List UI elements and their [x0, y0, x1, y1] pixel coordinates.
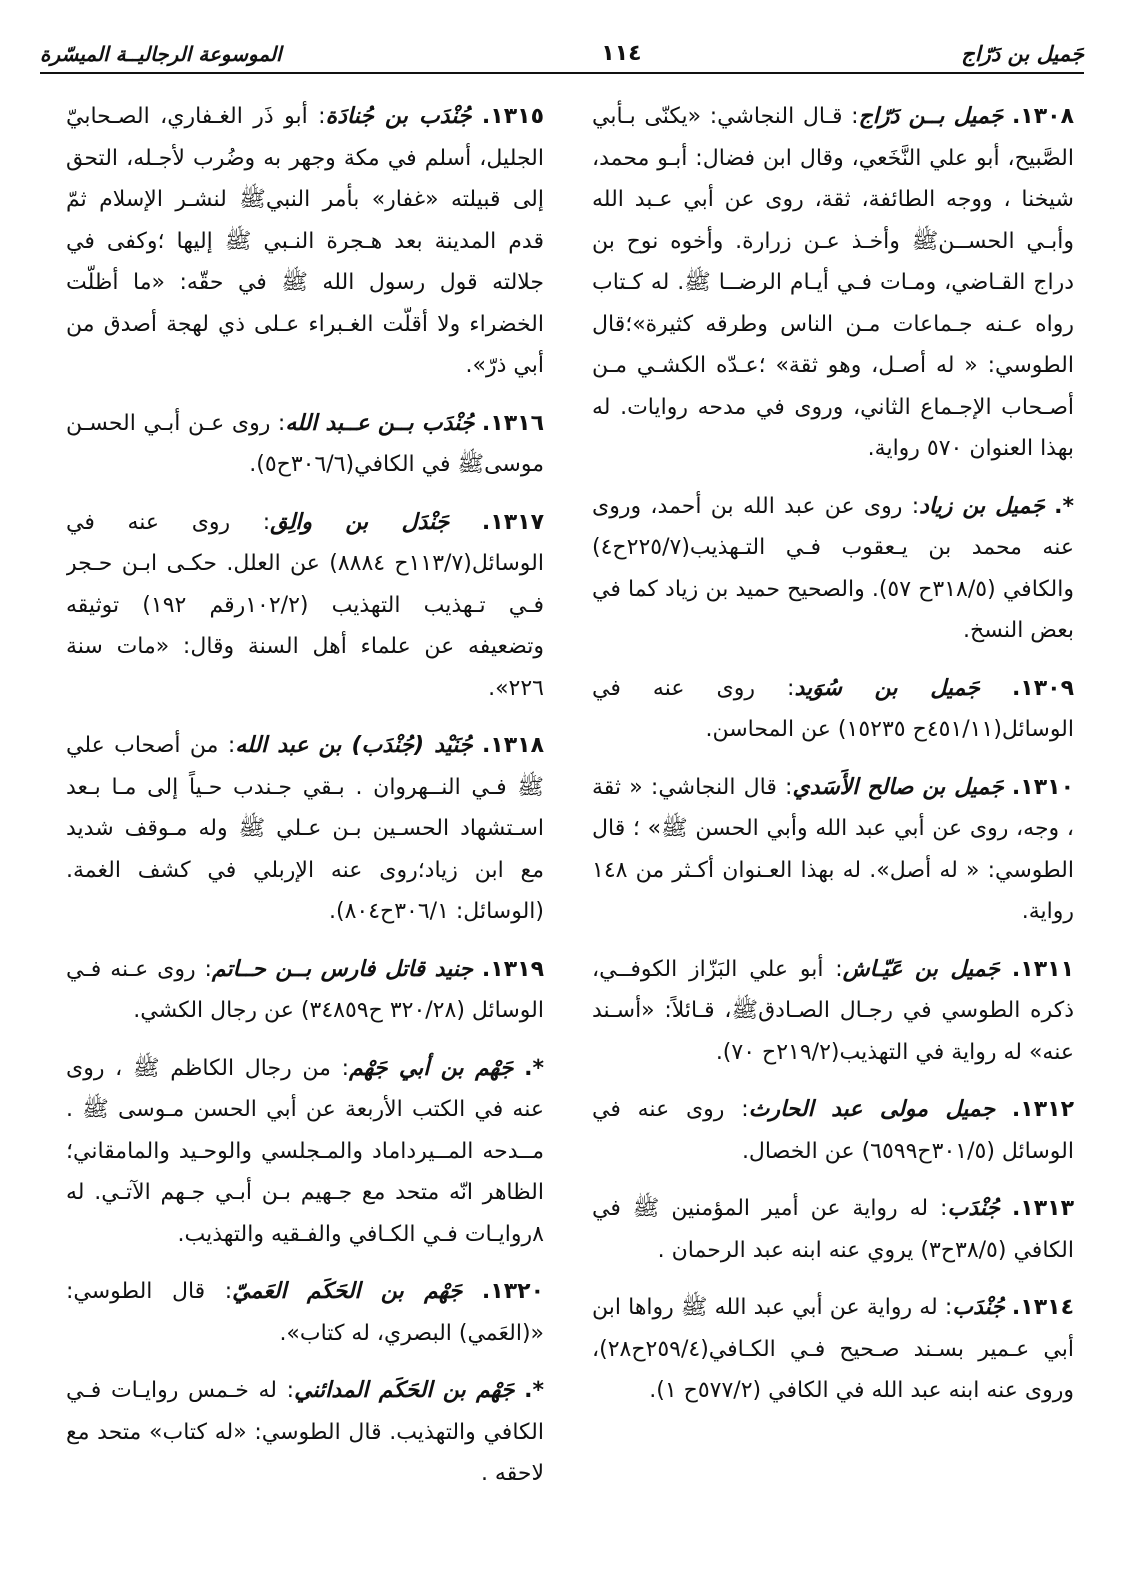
entry-number: ١٣١٥.	[481, 104, 544, 129]
biography-entry	[592, 1287, 1074, 1412]
entry-name: جنيد قاتل فارس بــن حــاتم	[211, 956, 474, 982]
entry-number: ١٣٢٠.	[481, 1279, 544, 1304]
page-header	[40, 18, 1084, 74]
biography-entry	[66, 502, 544, 710]
entry-name: جَهْم بن الحَكَم العَميّ	[232, 1279, 463, 1304]
entry-text: : قال النجاشي: « ثقة ، وجه، روى عن أبي عبد الله وأبي الحسن ﷺ» ؛ قال الطوسي: « له أصل». له بهذا العـنوان أكـثر من ١٤٨ رواية.	[592, 774, 1074, 924]
entry-text: : له رواية عن أمير المؤمنين ﷺ في الكافي (٣٨/٥ح٣) يروي عنه ابنه عبد الرحمان .	[592, 1196, 1074, 1263]
biography-entry	[66, 1048, 544, 1256]
entry-number: *.	[524, 1055, 544, 1081]
entry-name: جَهْم بن أبي جَهْم	[349, 1055, 514, 1081]
entry-name: جَميل بــن دَرّاج	[858, 104, 1004, 129]
entry-number: ١٣١٤.	[1011, 1295, 1074, 1320]
biography-entry	[66, 403, 544, 486]
entry-number: ١٣١٧.	[481, 509, 544, 535]
biography-entry	[592, 96, 1074, 470]
biography-entry	[66, 1370, 544, 1495]
biography-entry	[592, 767, 1074, 933]
entry-name: جُنَيْد (جُنْدَب) بن عبد الله	[235, 733, 473, 758]
biography-entry	[592, 1188, 1074, 1271]
entry-text: : روى عن عبد الله بن أحمد، وروى عنه محمد بن يـعقوب فـي التـهذيب(٢٢٥/٧ح٤) والكافي (٣١٨/٥ح ٥٧). والصحيح حميد بن زياد كما في بعض النسخ.	[592, 493, 1074, 643]
entry-text: : من أصحاب علي ﷺ فـي النــهروان . بـقي جـندب حـياً إلى مـا بـعد اسـتشهاد الحسـين بـن عـلي ﷺ وله مـوقف شديد مع ابن زياد؛روى عنه الإربلي في كشف الغمة.(الوسائل: ٣٠٦/١ح٨٠٤).	[66, 733, 544, 924]
right-column	[592, 96, 1074, 1558]
entry-text: : من رجال الكاظم ﷺ ، روى عنه في الكتب الأربعة عن أبي الحسن مـوسى ﷺ . مــدحه المــيرداماد والمـجلسي والوحـيد والمامقاني؛الظاهر انّه متحد مع جـهيم بـن أبـي جـهم الآتـي. له ٨روايـات فـي الكـافي والفـقيه والتهذيب.	[66, 1055, 544, 1247]
entry-number: ١٣٠٨.	[1011, 104, 1074, 129]
entry-number: *.	[1054, 493, 1074, 519]
entry-text: : له رواية عن أبي عبد الله ﷺ رواها ابن أبي عـمير بسـند صـحيح فـي الكـافي(٢٥٩/٤ح٢٨)، وروى عنه ابنه عبد الله في الكافي (٥٧٧/٢ح ١).	[592, 1295, 1074, 1403]
entry-number: ١٣١٣.	[1011, 1196, 1074, 1221]
entry-name: جَنْدَل بن والِق	[270, 509, 450, 535]
entry-number: ١٣١٨.	[481, 733, 544, 758]
biography-entry	[66, 1271, 544, 1354]
entry-text: : له خـمس روايـات فـي الكافي والتهذيب. قال الطوسي: «له كتاب» متحد مع لاحقه .	[66, 1378, 544, 1486]
entry-name: جَميل بن زياد	[919, 493, 1045, 519]
biography-entry	[66, 96, 544, 387]
page-number: ١١٤	[601, 41, 642, 66]
entry-name: جُنْدَب بــن عــبد الله	[285, 410, 475, 436]
entry-text: : روى عنه في الوسائل(٤٥١/١١ح ١٥٢٣٥) عن المحاسن.	[592, 675, 1074, 742]
entry-number: ١٣١٩.	[481, 956, 544, 982]
entry-text: : أبو ذَر الغـفاري، الصـحابيّ الجليل، أسلم في مكة وجهر به وضُرب لأجـله، التحق إلى قبيلته «غفار» بأمر النبيﷺ لنشـر الإسلام ثمّ قدم المدينة بعد هـجرة النـبي ﷺ إليها ؛وكفى في جلالته قول رسول الله ﷺ في حقّه: «ما أظلّت الخضراء ولا أقلّت الغـبراء عـلى ذي لهجة أصدق من أبي ذرّ».	[66, 104, 544, 378]
entry-number: ١٣١١.	[1011, 956, 1074, 982]
entry-name: جميل مولى عبد الحارث	[748, 1097, 996, 1122]
biography-entry	[66, 725, 544, 933]
entry-text: : روى عـنه فـي الوسائل (٣٢٠/٢٨ ح٣٤٨٥٩) عن رجال الكشي.	[66, 956, 544, 1023]
entry-text: : قال الطوسي: «(العَمي) البصري، له كتاب».	[66, 1279, 544, 1346]
biography-entry	[66, 949, 544, 1032]
entry-text: : روى عنه في الوسائل(١١٣/٧ح ٨٨٨٤) عن العلل. حكـى ابـن حـجر فـي تـهذيب التهذيب (١٠٢/٢رقم ١٩٢) توثيقه وتضعيفه عن علماء أهل السنة وقال: «مات سنة ٢٢٦».	[66, 509, 544, 701]
entry-number: *.	[524, 1378, 544, 1403]
entry-text: : روى عنه في الوسائل (٣٠١/٥ح٦٥٩٩) عن الخصال.	[592, 1097, 1074, 1164]
entry-name: جَميل بن عَيّـاش	[842, 956, 1001, 982]
entry-name: جُنْدَب بن جُنادَة	[325, 104, 472, 129]
biography-entry	[592, 486, 1074, 652]
entry-text: : روى عـن أبـي الحسـن موسىﷺ في الكافي(٣٠٦/٦ح٥).	[66, 410, 544, 477]
biography-entry	[592, 949, 1074, 1074]
entry-name: جَميل بن صالح الأَسَدي	[792, 774, 1004, 800]
entry-text: : أبو علي البَزّاز الكوفــي، ذكره الطوسي في رجـال الصـادقﷺ، قـائلاً: «أسـند عنه» له رواية في التهذيب(٢١٩/٢ح ٧٠).	[592, 956, 1074, 1065]
entry-name: جَميل بن سُوَيد	[794, 675, 980, 701]
biography-entry	[592, 668, 1074, 751]
biography-entry	[592, 1089, 1074, 1172]
entry-text: : قـال النجاشي: «يكنّى بـأبي الصَّبيح، أبو علي النَّخَعي، وقال ابن فضال: أبـو محمد، شيخنا ، ووجه الطائفة، ثقة، روى عن أبي عـبد الله وأبـي الحســنﷺ وأخـذ عـن زرارة. وأخوه نوح بن دراج القـاضي، ومـات فـي أيـام الرضــا ﷺ. له كـتاب رواه عـنه جـماعات مـن الناس وطرقه كثيرة»؛قال الطوسي: « له أصـل، وهو ثقة» ؛عـدّه الكشـي مـن أصـحاب الإجـماع الثاني، وروى في مدحه روايات. له بهذا العنوان ٥٧٠ رواية.	[592, 104, 1074, 461]
entry-number: ١٣١٠.	[1011, 774, 1074, 800]
entry-number: ١٣١٢.	[1011, 1097, 1074, 1122]
left-column	[66, 96, 544, 1558]
running-head-book-title: الموسوعة الرجاليــة الميسّرة	[40, 42, 282, 66]
entry-name: جُنْدَب	[947, 1196, 1000, 1221]
entry-number: ١٣٠٩.	[1011, 675, 1074, 701]
entry-name: جُنْدَب	[952, 1295, 1005, 1320]
entry-number: ١٣١٦.	[481, 410, 544, 436]
entry-name: جَهْم بن الحَكَم المدائني	[294, 1378, 515, 1403]
running-head-entry: جَميل بن دَرّاج	[961, 42, 1084, 66]
